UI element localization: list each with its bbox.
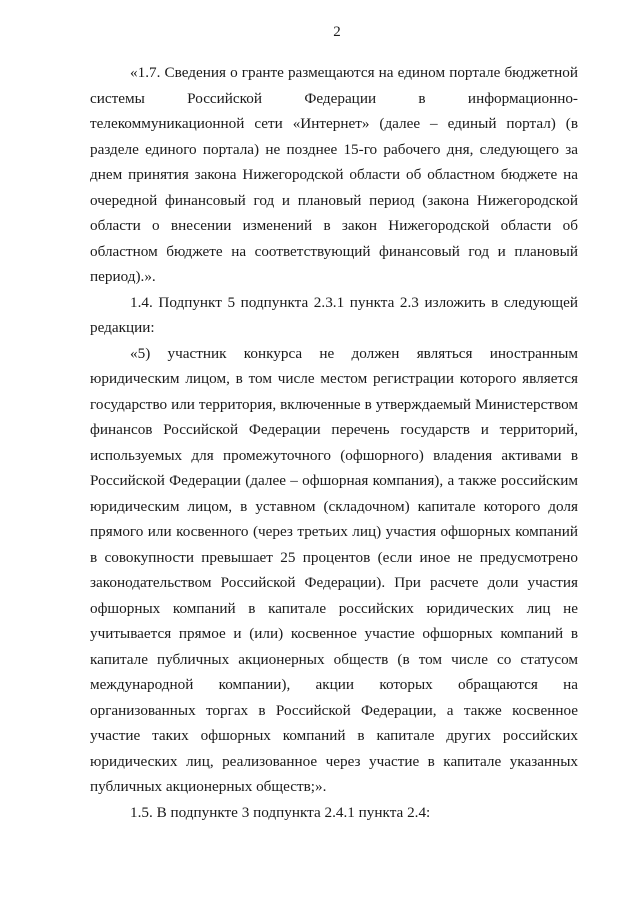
page-number: 2 <box>333 24 341 40</box>
paragraph-1-7-grant-info: «1.7. Сведения о гранте размещаются на едином портале бюджетной системы Российской Федерации в информационно-телекоммуникационной сети «Интернет» (далее – единый портал) (в разделе единого портала) не позднее 15-го рабочего дня, следующего за днем принятия закона Нижегородской области об областном бюджете на очередной финансовый год и плановый период (закона Нижегородской области о внесении изменений в закон Нижегородской области об областном бюджете на соответствующий финансовый год и плановый период).». <box>90 64 578 285</box>
paragraph-1-5-amendment: 1.5. В подпункте 3 подпункта 2.4.1 пункта 2.4: <box>130 803 431 821</box>
paragraph-subpoint-5-offshore: «5) участник конкурса не должен являться иностранным юридическим лицом, в том числе местом регистрации которого является государство или территория, включенные в утверждаемый Министерством финансов Российской Федерации перечень государств и территорий, используемых для промежуточного (офшорного) владения активами в Российской Федерации (далее – офшорная компания), а также российским юридическим лицом, в уставном (складочном) капитале которого доля прямого или косвенного (через третьих лиц) участия офшорных компаний в совокупности превышает 25 процентов (если иное не предусмотрено законодательством Российской Федерации). При расчете доли участия офшорных компаний в капитале российских юридических лиц не учитывается прямое и (или) косвенное участие офшорных компаний в капитале публичных акционерных обществ (в том числе со статусом международной компании), акции которых обращаются на организованных торгах в Российской Федерации, а также косвенное участие таких офшорных компаний в капитале других российских юридических лиц, реализованное через участие в капитале указанных публичных акционерных обществ;». <box>90 344 578 795</box>
paragraph-1-4-amendment: 1.4. Подпункт 5 подпункта 2.3.1 пункта 2.3 изложить в следующей редакции: <box>90 293 578 336</box>
document-page <box>90 22 578 825</box>
